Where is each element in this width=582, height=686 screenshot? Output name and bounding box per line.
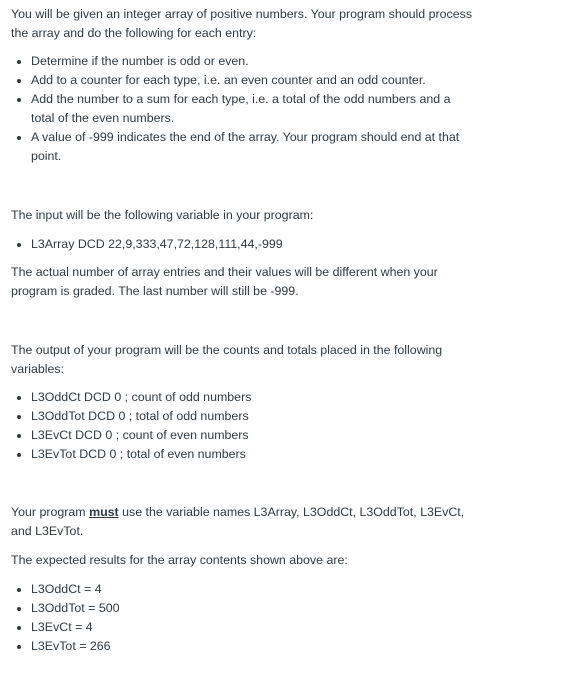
- list-item: L3EvTot = 266: [11, 637, 571, 656]
- expected-intro: The expected results for the array contents shown above are:: [11, 553, 348, 567]
- intro-paragraph: You will be given an integer array of positive numbers. Your program should process the array and do the following for each entry:: [11, 7, 473, 40]
- must-emphasis: must: [89, 505, 119, 519]
- steps-list: [11, 52, 481, 166]
- list-item: L3EvCt DCD 0 ; count of even numbers: [11, 426, 571, 445]
- input-intro: The input will be the following variable in your program:: [11, 208, 314, 222]
- list-item: Add to a counter for each type, i.e. an even counter and an odd counter.: [11, 71, 481, 90]
- list-item: L3EvTot DCD 0 ; total of even numbers: [11, 445, 571, 464]
- must-after: use the variable names L3Array, L3OddCt, L3OddTot, L3EvCt, and L3EvTot.: [11, 505, 465, 538]
- expected-list: [11, 580, 571, 656]
- list-item: Determine if the number is odd or even.: [11, 52, 481, 71]
- list-item: L3OddCt DCD 0 ; count of odd numbers: [11, 388, 571, 407]
- must-before: Your program: [11, 505, 90, 519]
- list-item: L3OddTot = 500: [11, 599, 571, 618]
- list-item: Add the number to a sum for each type, i.e. a total of the odd numbers and a total of the even numbers.: [11, 90, 463, 128]
- list-item: L3EvCt = 4: [11, 618, 571, 637]
- must-paragraph: [11, 503, 481, 541]
- output-intro: The output of your program will be the counts and totals placed in the following variables:: [11, 343, 443, 376]
- input-list: [11, 235, 571, 254]
- output-list: [11, 388, 571, 464]
- list-item: L3Array DCD 22,9,333,47,72,128,111,44,-999: [11, 235, 571, 254]
- list-item: L3OddCt = 4: [11, 580, 571, 599]
- input-note: The actual number of array entries and their values will be different when your program is graded. The last number will still be -999.: [11, 265, 438, 298]
- list-item: A value of -999 indicates the end of the array. Your program should end at that point.: [11, 128, 481, 166]
- list-item: L3OddTot DCD 0 ; total of odd numbers: [11, 407, 571, 426]
